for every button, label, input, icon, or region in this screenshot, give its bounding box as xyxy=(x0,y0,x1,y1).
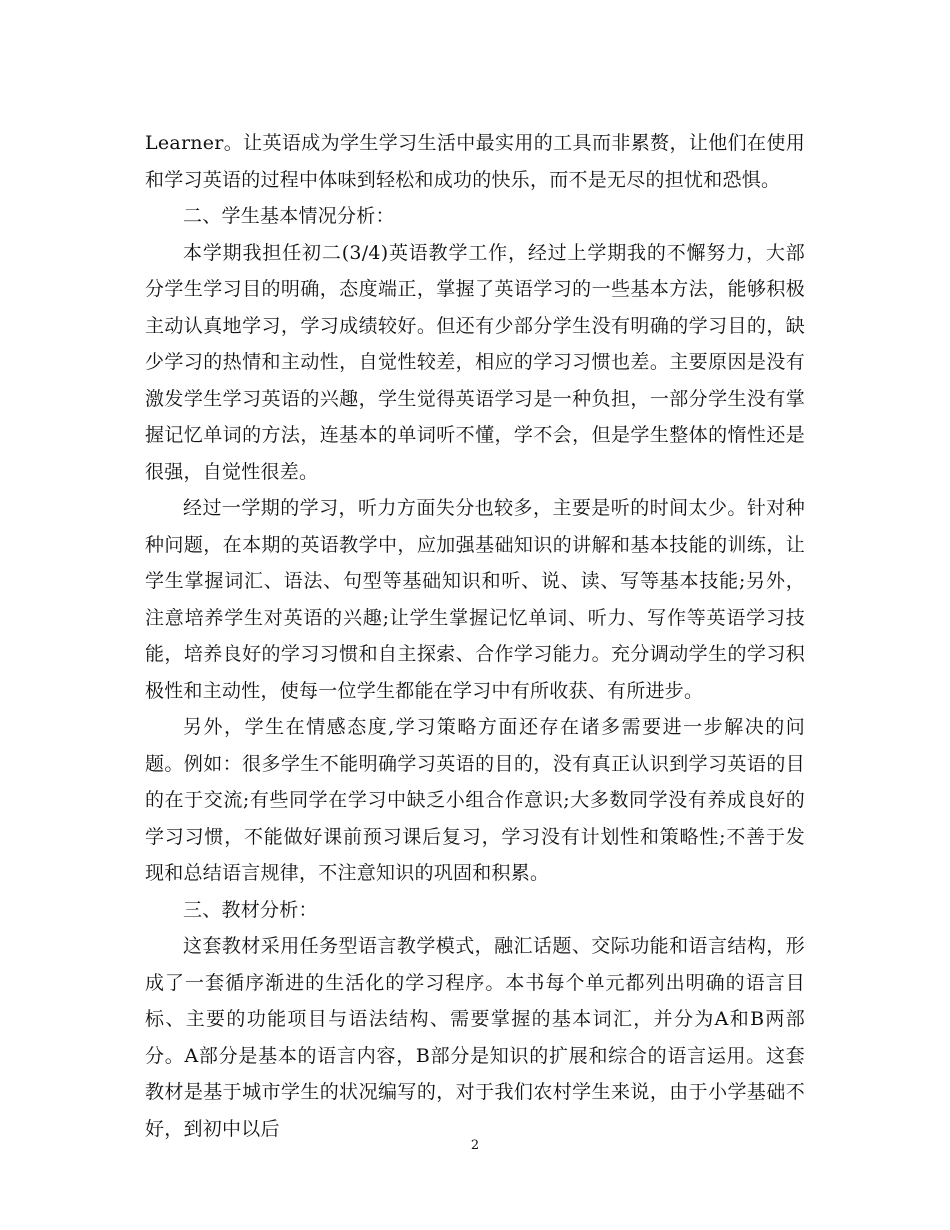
section-heading-textbook-analysis: 三、教材分析： xyxy=(183,898,318,921)
section-heading-student-analysis: 二、学生基本情况分析： xyxy=(183,205,395,227)
paragraph-listening-problems: 经过一学期的学习，听力方面失分也较多，主要是听的时间太少。针对种种问题，在本期的英语教学中，应加强基础知识的讲解和基本技能的训练，让学生掌握词汇、语法、句型等基础知识和听、说、读、写等基本技能;另外，注意培养学生对英语的兴趣;让学生掌握记忆单词、听力、写作等英语学习技能，培养良好的学习习惯和自主探索、合作学习能力。充分调动学生的学习积极性和主动性，使每一位学生都能在学习中有所收获、有所进步。 xyxy=(145,497,805,702)
paragraph-intro-continuation: Learner。让英语成为学生学习生活中最实用的工具而非累赘，让他们在使用和学习英语的过程中体味到轻松和成功的快乐，而不是无尽的担忧和恐惧。 xyxy=(145,132,805,191)
paragraph-learning-strategy: 另外，学生在情感态度,学习策略方面还存在诸多需要进一步解决的问题。例如：很多学生不能明确学习英语的目的，没有真正认识到学习英语的目的在于交流;有些同学在学习中缺乏小组合作意识;大多数同学没有养成良好的学习习惯，不能做好课前预习课后复习，学习没有计划性和策略性;不善于发现和总结语言规律，不注意知识的巩固和积累。 xyxy=(145,716,805,884)
paragraph-textbook-description: 这套教材采用任务型语言教学模式，融汇话题、交际功能和语言结构，形成了一套循序渐进的生活化的学习程序。本书每个单元都列出明确的语言目标、主要的功能项目与语法结构、需要掌握的基本词汇，并分为A和B两部分。A部分是基本的语言内容，B部分是知识的扩展和综合的语言运用。这套教材是基于城市学生的状况编写的，对于我们农村学生来说，由于小学基础不好，到初中以后 xyxy=(145,935,805,1140)
paragraph-student-situation: 本学期我担任初二(3/4)英语教学工作，经过上学期我的不懈努力，大部分学生学习目的明确，态度端正，掌握了英语学习的一些基本方法，能够积极主动认真地学习，学习成绩较好。但还有少部分学生没有明确的学习目的，缺少学习的热情和主动性，自觉性较差，相应的学习习惯也差。主要原因是没有激发学生学习英语的兴趣，学生觉得英语学习是一种负担，一部分学生没有掌握记忆单词的方法，连基本的单词听不懂，学不会，但是学生整体的惰性还是很强，自觉性很差。 xyxy=(145,241,805,483)
document-body xyxy=(145,125,805,1147)
page-number: 2 xyxy=(470,1138,480,1153)
